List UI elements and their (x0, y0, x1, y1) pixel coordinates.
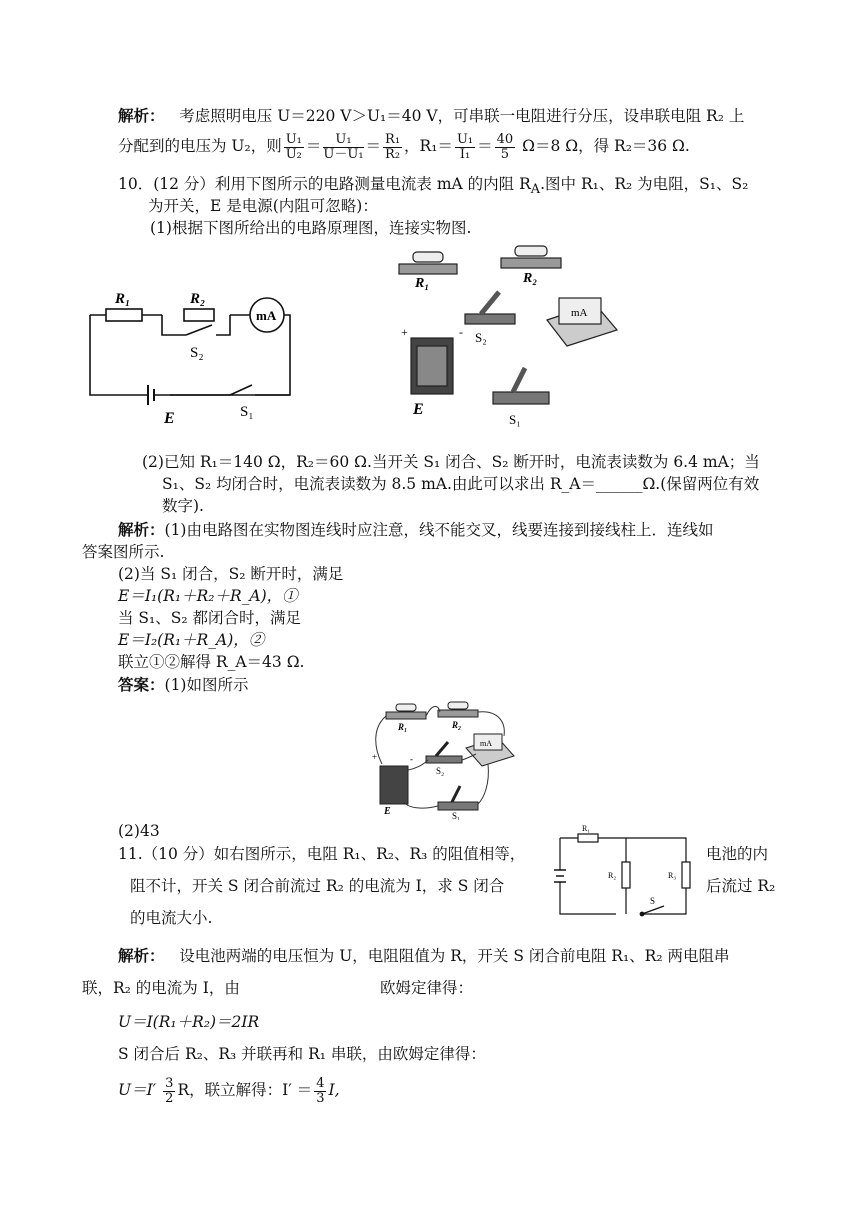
ans-label-meter: mA (480, 739, 492, 748)
q11-analysis-line2a: 联，R₂ 的电流为 I，由 (82, 979, 240, 997)
phys-label-minus: - (459, 325, 463, 339)
ans-label-s2: S₂ (436, 766, 445, 776)
denominator: I₁ (459, 146, 471, 162)
q10-part2-line2: S₁、S₂ 均闭合时，电流表读数为 8.5 mA.由此可以求出 R_A＝______Ω.(保留两位有效 (162, 475, 760, 493)
q11-eq2 (118, 1068, 340, 1112)
q11-label-r3: R₃ (668, 871, 677, 880)
denominator: 2 (165, 1090, 174, 1106)
analysis-label: 解析： (118, 520, 165, 539)
label-r1: R₁ (115, 291, 131, 307)
text: U＝I′ (118, 1081, 157, 1099)
q10-stem-line2: 为开关，E 是电源(内阻可忽略)： (148, 197, 378, 215)
subscript: A (530, 182, 541, 198)
answer-label: 答案： (118, 675, 165, 694)
label-s2: S₂ (190, 345, 204, 361)
q10-part2-line3: 数字). (162, 497, 204, 515)
text: (1)如图所示 (164, 676, 249, 694)
fraction (323, 133, 363, 161)
q10-part2-line1: (2)已知 R₁＝140 Ω，R₂＝60 Ω.当开关 S₁ 闭合、S₂ 断开时，电流表读数为 6.4 mA；当 (142, 453, 760, 471)
r1-resistor-symbol (106, 309, 142, 321)
q11-label-s: S (650, 896, 656, 906)
fraction (314, 1077, 326, 1105)
q11-eq1: U＝I(R₁＋R₂)＝2IR (118, 1013, 260, 1031)
fraction (284, 133, 304, 161)
q10-answer-line1 (118, 673, 248, 695)
denominator: 5 (500, 146, 510, 162)
ans-label-r1: R₁ (398, 722, 408, 732)
phys-label-s2: S₂ (475, 330, 487, 345)
phys-label-s1: S₁ (509, 412, 521, 427)
text: Ω＝8 Ω，得 R₂＝36 Ω. (522, 137, 690, 155)
q11-switch-symbol (642, 906, 664, 914)
ans-label-r2: R₂ (452, 720, 462, 730)
fraction (455, 133, 475, 161)
denominator: U－U₁ (323, 146, 364, 162)
q10-eq2: E＝I₂(R₁＋R_A)，② (118, 631, 265, 649)
fraction (163, 1077, 175, 1105)
label-r2: R₂ (190, 291, 206, 307)
q11-label-r1: R₁ (582, 824, 591, 833)
q11-battery-symbol (554, 870, 566, 882)
q10-part1: (1)根据下图所给出的电路原理图，连接实物图. (150, 219, 472, 237)
phys-label-e: E (413, 401, 424, 418)
q11-r2-symbol (622, 862, 630, 888)
numerator: U₁ (285, 131, 302, 147)
analysis-label: 解析： (118, 106, 165, 125)
text: 设电池两端的电压恒为 U，电阻阻值为 R，开关 S 闭合前电阻 R₁、R₂ 两电阻串 (179, 947, 730, 965)
text: 考虑照明电压 U＝220 V＞U₁＝40 V，可串联一电阻进行分压，设串联电阻 R₂ 上 (179, 107, 745, 125)
q11-line1-right: 电池的内 (706, 845, 769, 863)
text: .图中 R₁、R₂ 为电阻，S₁、S₂ (540, 175, 749, 193)
ans-label-s1: S₁ (452, 811, 461, 820)
r2-component (501, 258, 561, 268)
q11-line2: 阻不计，开关 S 闭合前流过 R₂ 的电流为 I，求 S 闭合 (130, 877, 505, 895)
q11-r1-symbol (578, 834, 598, 842)
ans-label-plus: + (372, 752, 378, 762)
text: 分配到的电压为 U₂，则 (118, 137, 282, 155)
q11-analysis-line2b: 欧姆定律得： (380, 979, 474, 997)
numerator: 3 (165, 1075, 174, 1091)
fraction (383, 133, 402, 161)
q9-analysis-line1 (118, 104, 744, 126)
label-e: E (164, 410, 175, 427)
phys-label-r1: R₁ (415, 276, 430, 291)
text: 10．(12 分）利用下图所示的电路测量电流表 mA 的内阻 R (118, 175, 531, 193)
q11-line1: 11.（10 分）如右图所示，电阻 R₁、R₂、R₃ 的阻值相等， (118, 845, 526, 863)
s1-switch-symbol (154, 385, 290, 395)
text: ，R₁＝ (404, 137, 453, 155)
q10-analysis-line1 (118, 518, 713, 540)
denominator: U₂ (285, 146, 302, 162)
text: (1)由电路图在实物图连线时应注意，线不能交叉，线要连接到接线柱上．连线如 (164, 521, 714, 539)
numerator: U₁ (456, 131, 474, 147)
s1-component (493, 392, 549, 404)
q10-analysis-line1b: 答案图所示. (82, 543, 165, 561)
q10-answer-line2: (2)43 (118, 822, 160, 840)
s2-component (465, 314, 515, 324)
phys-label-plus: + (401, 325, 408, 339)
q11-line3: 的电流大小. (130, 909, 213, 927)
s2-switch-symbol (186, 325, 212, 335)
analysis-label: 解析： (118, 946, 165, 965)
numerator: 4 (316, 1075, 325, 1091)
q11-analysis-line3: S 闭合后 R₂、R₃ 并联再和 R₁ 串联，由欧姆定律得： (118, 1045, 486, 1063)
label-s1: S₁ (240, 404, 254, 420)
answer-wiring-figure (368, 698, 528, 820)
denominator: 3 (316, 1090, 325, 1106)
ans-label-minus: - (410, 754, 413, 764)
fraction (495, 133, 516, 161)
circuit-diagram (80, 285, 300, 430)
q10-analysis-line3: 当 S₁、S₂ 都闭合时，满足 (118, 609, 302, 627)
q10-analysis-line4: 联立①②解得 R_A＝43 Ω. (118, 653, 305, 671)
r2-resistor-symbol (184, 309, 214, 321)
q11-line2-right: 后流过 R₂ (706, 877, 776, 895)
r1-component (399, 264, 457, 274)
text: I, (328, 1081, 340, 1099)
q9-analysis-line2: 分配到的电压为 U₂，则 $\frac{\text{U₁}}{\text{U₂}}$ ＝ $\frac{\text{U₁}}{\text{U－U₁}}$ ＝ $\frac{\text{R₁}}{\text{R₂}}$ ，R₁＝ $\frac{\text{U₁}}{\text{I₁}}$ ＝ $\frac{40}{5}$ Ω＝8 Ω，得 R₂＝36 Ω. (118, 131, 690, 162)
phys-label-r2: R₂ (523, 271, 538, 286)
text: R，联立解得：I′ ＝ (177, 1081, 313, 1099)
ans-label-e: E (384, 806, 391, 817)
battery-symbol (148, 385, 154, 405)
q10-eq1: E＝I₁(R₁＋R₂＋R_A)，① (118, 587, 298, 605)
numerator: U₁ (323, 133, 363, 148)
q10-analysis-line2: (2)当 S₁ 闭合，S₂ 断开时，满足 (118, 565, 344, 583)
denominator: R₂ (385, 146, 401, 162)
q11-r3-symbol (682, 862, 690, 888)
q11-label-r2: R₂ (608, 871, 617, 880)
q11-analysis-line1 (118, 944, 729, 966)
phys-label-meter: mA (571, 307, 588, 319)
physical-components-figure (395, 242, 625, 427)
numerator: 40 (496, 131, 514, 147)
label-meter: mA (256, 308, 277, 323)
q11-circuit-diagram (552, 822, 697, 917)
numerator: R₁ (385, 131, 401, 147)
